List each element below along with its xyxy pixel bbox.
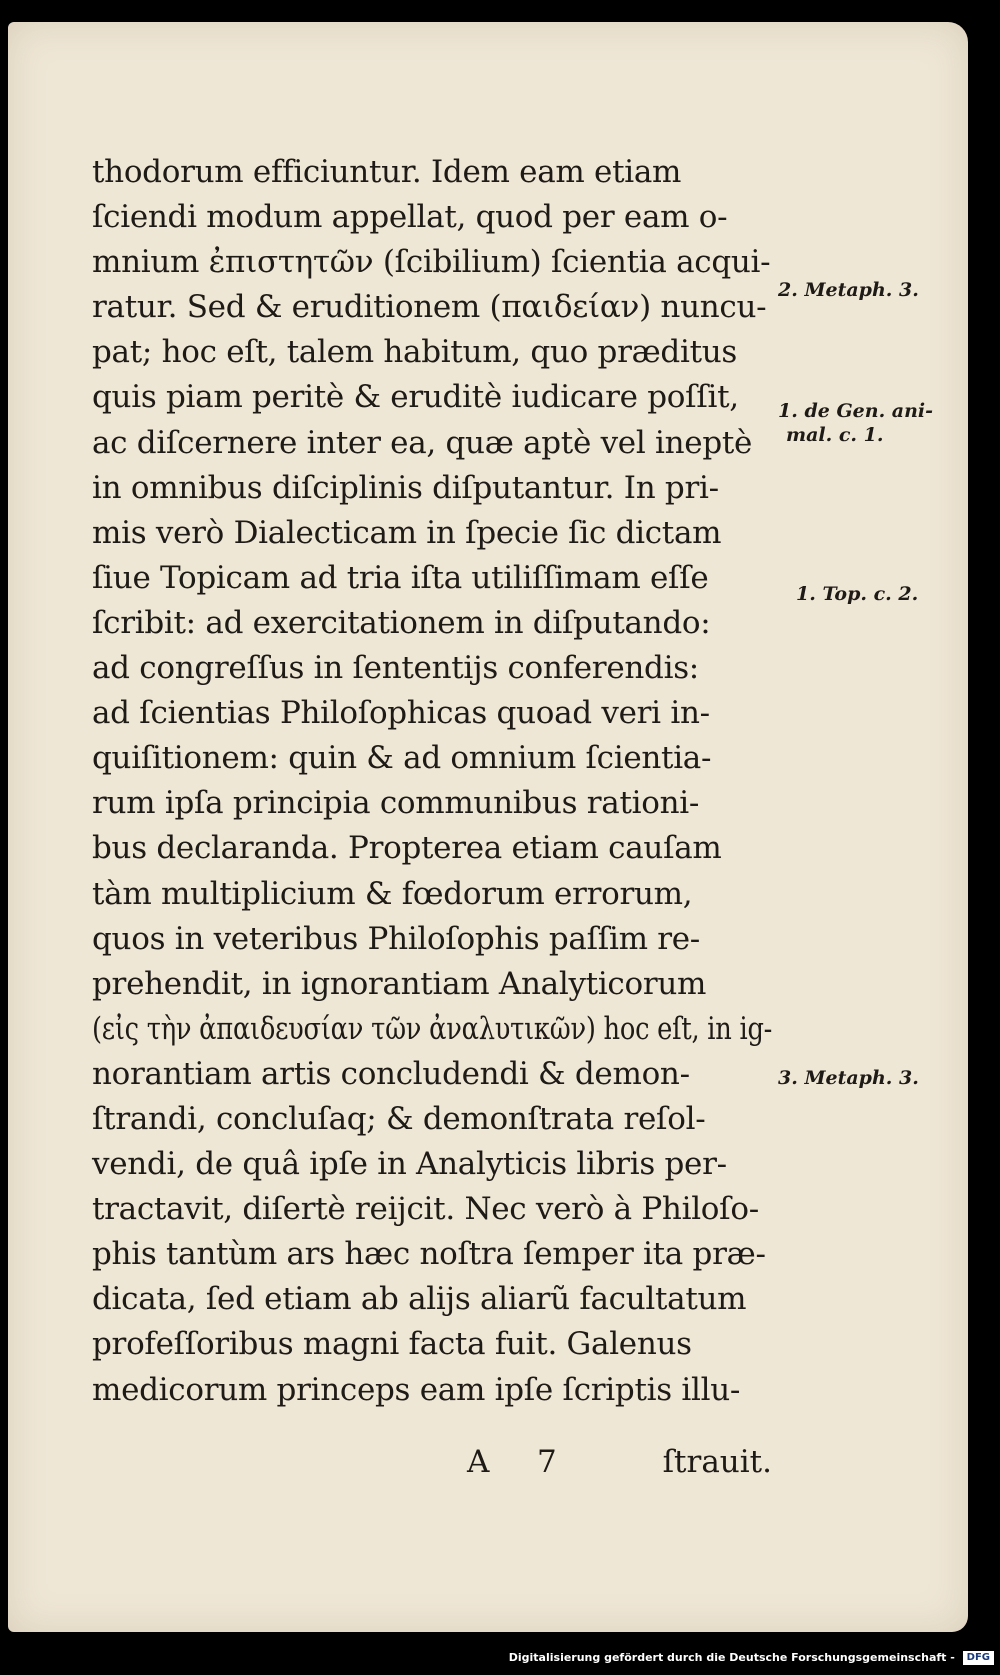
text-line: quis piam peritè & eruditè iudicare poſſit, [92, 379, 739, 416]
text-line: tractavit, diſertè reijcit. Nec verò à Philoſo- [92, 1191, 759, 1228]
text-line: pat; hoc eſt, talem habitum, quo præditus [92, 334, 738, 371]
text-line: quos in veteribus Philoſophis paſſim re- [92, 920, 700, 957]
text-line: prehendit, in ignorantiam Analyticorum [92, 965, 707, 1002]
book-page [8, 22, 968, 1632]
text-line: phis tantùm ars hæc noſtra ſemper ita præ- [92, 1236, 766, 1273]
margin-note-metaph-2: 3. Metaph. 3. [778, 1067, 919, 1089]
text-line: ad ſcientias Philoſophicas quoad veri in- [92, 695, 710, 732]
dfg-logo: DFG [963, 1651, 994, 1665]
text-line: medicorum princeps eam ipſe ſcriptis illu- [92, 1371, 741, 1408]
text-line: dicata, ſed etiam ab alijs aliarũ facultatum [92, 1281, 747, 1318]
text-line: profeſſoribus magni facta fuit. Galenus [92, 1326, 692, 1363]
footer-text: Digitalisierung gefördert durch die Deutsche Forschungsgemeinschaft - [508, 1651, 955, 1664]
margin-note-topica: 1. Top. c. 2. [796, 583, 919, 605]
text-line: ſtrandi, concluſaq; & demonſtrata reſol- [92, 1100, 706, 1137]
text-line: in omnibus diſciplinis diſputantur. In pri- [92, 469, 719, 506]
text-line: ſiue Topicam ad tria iſta utiliſſimam eſſe [92, 559, 709, 596]
text-line: mis verò Dialecticam in ſpecie ſic dictam [92, 514, 722, 551]
text-line: mnium ἐπιστητῶν (ſcibilium) ſcientia acqui- [92, 244, 771, 281]
margin-note-de-gen-animal-cont: mal. c. 1. [786, 424, 884, 446]
text-line: ratur. Sed & eruditionem (παιδείαν) nuncu- [92, 289, 767, 326]
text-line: norantiam artis concludendi & demon- [92, 1055, 690, 1092]
text-line: ad congreſſus in ſententijs conferendis: [92, 650, 699, 687]
catchword: ſtrauit. [662, 1444, 772, 1480]
signature-line [92, 1440, 772, 1485]
margin-note-metaph: 2. Metaph. 3. [778, 279, 919, 301]
text-line: bus declaranda. Propterea etiam cauſam [92, 830, 722, 867]
text-line: ſciendi modum appellat, quod per eam o- [92, 199, 728, 236]
body-text [92, 150, 772, 1413]
text-line: rum ipſa principia communibus rationi- [92, 785, 700, 822]
text-line: (εἰς τὴν ἀπαιδευσίαν τῶν ἀναλυτικῶν) hoc eſt, in ig- [92, 1010, 773, 1047]
digitization-footer [0, 1647, 994, 1669]
text-line: quiſitionem: quin & ad omnium ſcientia- [92, 740, 712, 777]
margin-note-de-gen-animal: 1. de Gen. ani- [778, 400, 934, 422]
page-number: 7 [537, 1444, 557, 1480]
text-line: ſcribit: ad exercitationem in diſputando: [92, 604, 711, 641]
signature-mark: A [467, 1444, 490, 1480]
text-line: ac diſcernere inter ea, quæ aptè vel ineptè [92, 424, 753, 461]
text-line: tàm multiplicium & fœdorum errorum, [92, 875, 693, 912]
text-line: thodorum efficiuntur. Idem eam etiam [92, 154, 682, 190]
text-line: vendi, de quâ ipſe in Analyticis libris per- [92, 1146, 727, 1183]
